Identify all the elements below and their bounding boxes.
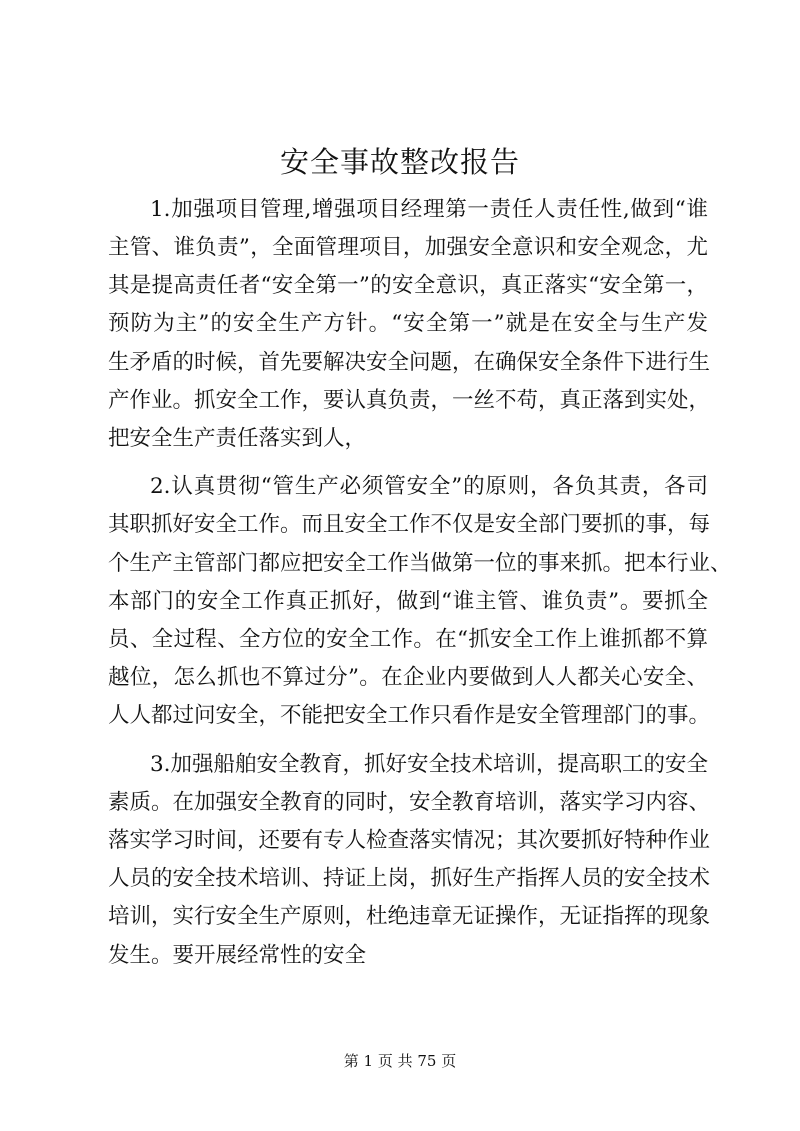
paragraph-3-line-1: 3.加强船舶安全教育，抓好安全技术培训，提高职工的安全 <box>150 752 709 777</box>
paragraph-2-line-7: 人人都过问安全，不能把安全工作只看作是安全管理部门的事。 <box>108 703 711 728</box>
paragraph-1-line-4: 预防为主”的安全生产方针。“安全第一”就是在安全与生产发 <box>108 311 708 336</box>
paragraph-1-line-5: 生矛盾的时候，首先要解决安全问题，在确保安全条件下进行生 <box>108 350 711 375</box>
paragraph-2-line-2: 其职抓好安全工作。而且安全工作不仅是安全部门要抓的事，每 <box>108 512 711 537</box>
paragraph-3-line-4: 人员的安全技术培训、持证上岗，抓好生产指挥人员的安全技术 <box>108 866 711 891</box>
paragraph-3-line-3: 落实学习时间，还要有专人检查落实情况；其次要抓好特种作业 <box>108 828 711 853</box>
paragraph-2-line-6: 越位，怎么抓也不算过分”。在企业内要做到人人都关心安全、 <box>108 665 708 690</box>
page-number-footer: 第 1 页 共 75 页 <box>343 1052 457 1070</box>
paragraph-3-line-6: 发生。要开展经常性的安全 <box>108 943 367 968</box>
paragraph-3-line-5: 培训，实行安全生产原则，杜绝违章无证操作，无证指挥的现象 <box>108 904 711 929</box>
paragraph-2-line-1: 2.认真贯彻“管生产必须管安全”的原则，各负其责，各司 <box>150 474 708 499</box>
paragraph-1-line-7: 把安全生产责任落实到人， <box>108 426 367 451</box>
paragraph-1-line-1: 1.加强项目管理,增强项目经理第一责任人责任性,做到“谁 <box>150 197 708 222</box>
paragraph-3-line-2: 素质。在加强安全教育的同时，安全教育培训，落实学习内容、 <box>108 790 711 815</box>
paragraph-2-line-4: 本部门的安全工作真正抓好，做到“谁主管、谁负责”。要抓全 <box>108 589 708 614</box>
paragraph-2-line-3: 个生产主管部门都应把安全工作当做第一位的事来抓。把本行业、 <box>108 551 732 576</box>
paragraph-1-line-2: 主管、谁负责”，全面管理项目，加强安全意识和安全观念，尤 <box>108 235 708 260</box>
document-title: 安全事故整改报告 <box>279 145 520 179</box>
paragraph-2-line-5: 员、全过程、全方位的安全工作。在“抓安全工作上谁抓都不算 <box>108 627 708 652</box>
paragraph-1-line-3: 其是提高责任者“安全第一”的安全意识，真正落实“安全第一， <box>108 273 708 298</box>
paragraph-1-line-6: 产作业。抓安全工作，要认真负责，一丝不苟，真正落到实处， <box>108 388 711 413</box>
